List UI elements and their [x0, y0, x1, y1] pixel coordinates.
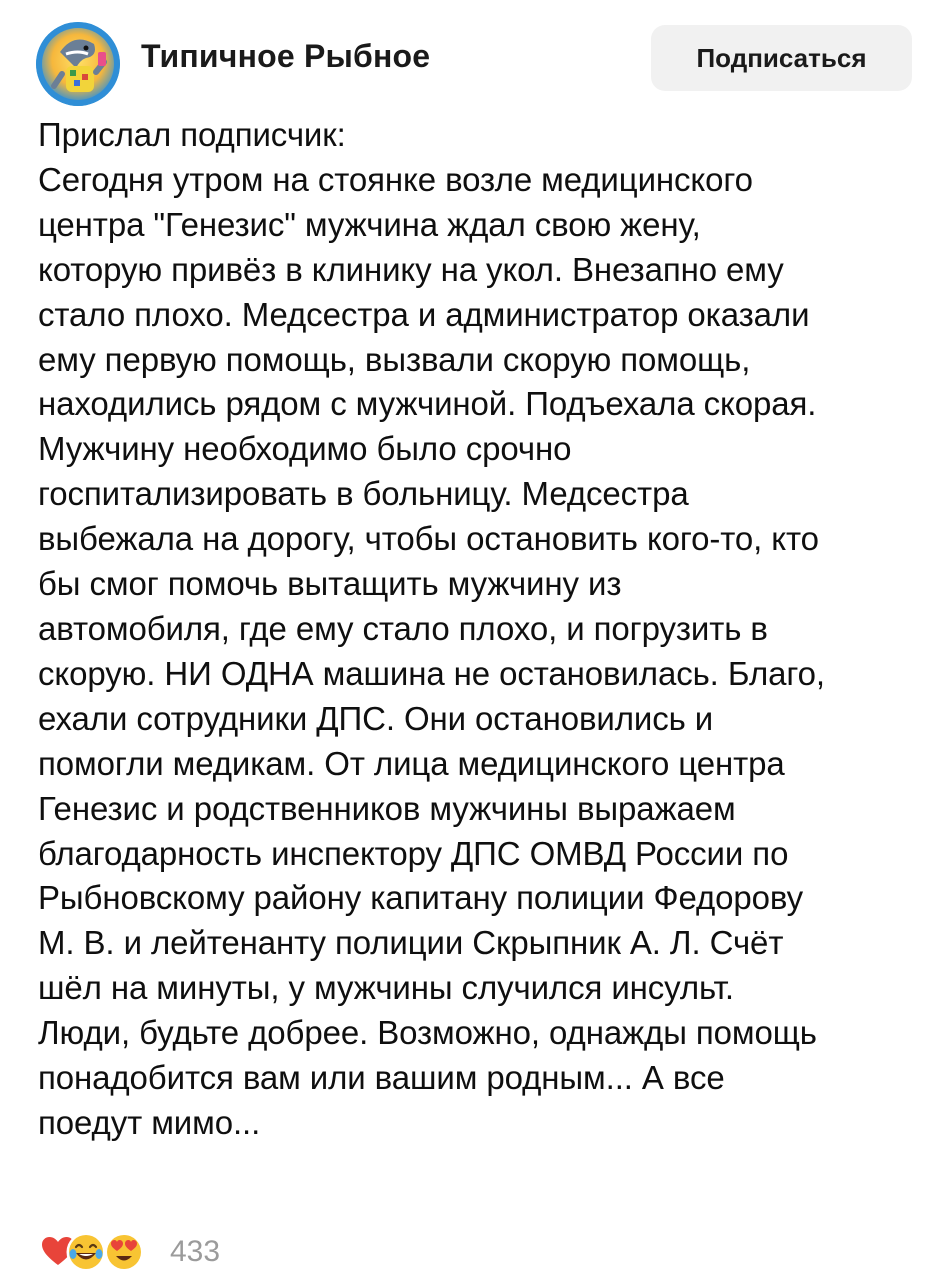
post-line: М. В. и лейтенанту полиции Скрыпник А. Л. Счёт — [38, 924, 784, 962]
post-line: центра "Генезис" мужчина ждал свою жену, — [38, 205, 701, 243]
post-line: понадобится вам или вашим родным... А все — [38, 1059, 725, 1097]
post-header — [0, 0, 951, 120]
post-line: поедут мимо... — [38, 1103, 261, 1141]
reaction-count: 433 — [170, 1235, 221, 1268]
tears-of-joy-emoji-icon[interactable] — [66, 1232, 106, 1272]
post-line: которую привёз в клинику на укол. Внезапно ему — [38, 250, 784, 288]
heart-eyes-emoji-icon[interactable] — [104, 1232, 144, 1272]
post-line: помогли медикам. От лица медицинского центра — [38, 744, 785, 782]
post-line: Сегодня утром на стоянке возле медицинского — [38, 160, 753, 198]
post-line: бы смог помочь вытащить мужчину из — [38, 565, 622, 603]
post-line: скорую. НИ ОДНА машина не остановилась. Благо, — [38, 654, 825, 692]
post-line: Прислал подписчик: — [38, 116, 346, 153]
post-line: Люди, будьте добрее. Возможно, однажды помощь — [38, 1014, 817, 1052]
post-line: Мужчину необходимо было срочно — [38, 430, 572, 468]
post-line: шёл на минуты, у мужчины случился инсульт. — [38, 969, 734, 1007]
post-line: ему первую помощь, вызвали скорую помощь, — [38, 340, 751, 378]
post-line: находились рядом с мужчиной. Подъехала скорая. — [38, 385, 817, 423]
subscribe-button[interactable]: Подписаться — [651, 25, 912, 91]
post-line: автомобиля, где ему стало плохо, и погрузить в — [38, 609, 768, 647]
reactions-bar[interactable] — [38, 1228, 338, 1278]
post-line: благодарность инспектору ДПС ОМВД России по — [38, 834, 789, 872]
channel-avatar[interactable] — [36, 22, 120, 106]
post-line: выбежала на дорогу, чтобы остановить кого-то, кто — [38, 520, 819, 558]
post-line: стало плохо. Медсестра и администратор оказали — [38, 295, 810, 333]
post-line: госпитализировать в больницу. Медсестра — [38, 475, 689, 513]
post-text — [38, 113, 918, 1146]
shark-mascot-avatar-icon — [36, 22, 120, 106]
post-line: ехали сотрудники ДПС. Они остановились и — [38, 699, 714, 737]
channel-name[interactable]: Типичное Рыбное — [141, 38, 431, 74]
post-line: Генезис и родственников мужчины выражаем — [38, 789, 736, 827]
post-line: Рыбновскому району капитану полиции Федорову — [38, 879, 804, 917]
